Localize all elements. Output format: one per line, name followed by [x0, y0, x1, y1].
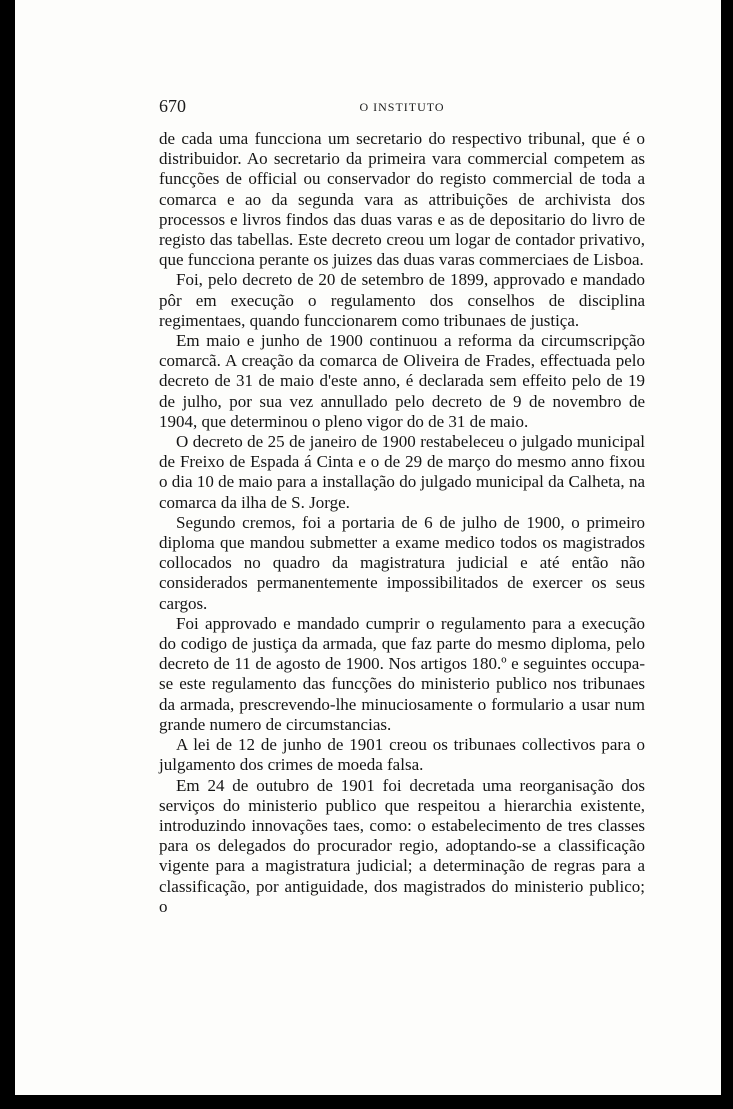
- running-title: O INSTITUTO: [359, 100, 445, 114]
- paragraph-8: Em 24 de outubro de 1901 foi decretada uma reorganisação dos serviços do ministerio publico que respeitou a hierarchia existente, introduzindo innovações taes, como: o estabelecimento de tres classes para os delegados do procurador regio, adoptando-se a classificação vigente para a magistratura judicial; a determinação de regras para a classificação, por antiguidade, dos magistrados do ministerio publico; o: [159, 775, 645, 916]
- paragraph-3: Em maio e junho de 1900 continuou a reforma da circumscripção comarcã. A creação da comarca de Oliveira de Frades, effectuada pelo decreto de 31 de maio d'este anno, é declarada sem effeito pelo de 19 de julho, por sua vez annullado pelo decreto de 9 de novembro de 1904, que determinou o pleno vigor do de 31 de maio.: [159, 331, 645, 431]
- page-number: 670: [159, 96, 186, 116]
- paragraph-4: O decreto de 25 de janeiro de 1900 restabeleceu o julgado municipal de Freixo de Espada á Cinta e o de 29 de março do mesmo anno fixou o dia 10 de maio para a installação do julgado municipal da Calheta, na comarca da ilha de S. Jorge.: [159, 432, 645, 512]
- page-header: [159, 96, 645, 116]
- body-text: [159, 129, 645, 917]
- paragraph-6: Foi approvado e mandado cumprir o regulamento para a execução do codigo de justiça da armada, que faz parte do mesmo diploma, pelo decreto de 11 de agosto de 1900. Nos artigos 180.º e seguintes occupa-se este regulamento das funcções do ministerio publico nos tribunaes da armada, prescrevendo-lhe minuciosamente o formulario a usar num grande numero de circumstancias.: [159, 613, 645, 734]
- paragraph-7: A lei de 12 de junho de 1901 creou os tribunaes collectivos para o julgamento dos crimes de moeda falsa.: [159, 735, 645, 775]
- book-page: [15, 0, 721, 1095]
- paragraph-5: Segundo cremos, foi a portaria de 6 de julho de 1900, o primeiro diploma que mandou submetter a exame medico todos os magistrados collocados no quadro da magistratura judicial e até então não considerados permanentemente impossibilitados de exercer os seus cargos.: [159, 512, 645, 613]
- paragraph-2: Foi, pelo decreto de 20 de setembro de 1899, approvado e mandado pôr em execução o regulamento dos conselhos de disciplina regimentaes, quando funccionarem como tribunaes de justiça.: [159, 270, 645, 330]
- paragraph-1: de cada uma funcciona um secretario do respectivo tribunal, que é o distribuidor. Ao secretario da primeira vara commercial competem as funcções de official ou conservador do registo commercial de toda a comarca e ao da segunda vara as attribuições de archivista dos processos e livros findos das duas varas e as de depositario do livro de registo das tabellas. Este decreto creou um logar de contador privativo, que funcciona perante os juizes das duas varas commerciaes de Lisboa.: [159, 129, 645, 270]
